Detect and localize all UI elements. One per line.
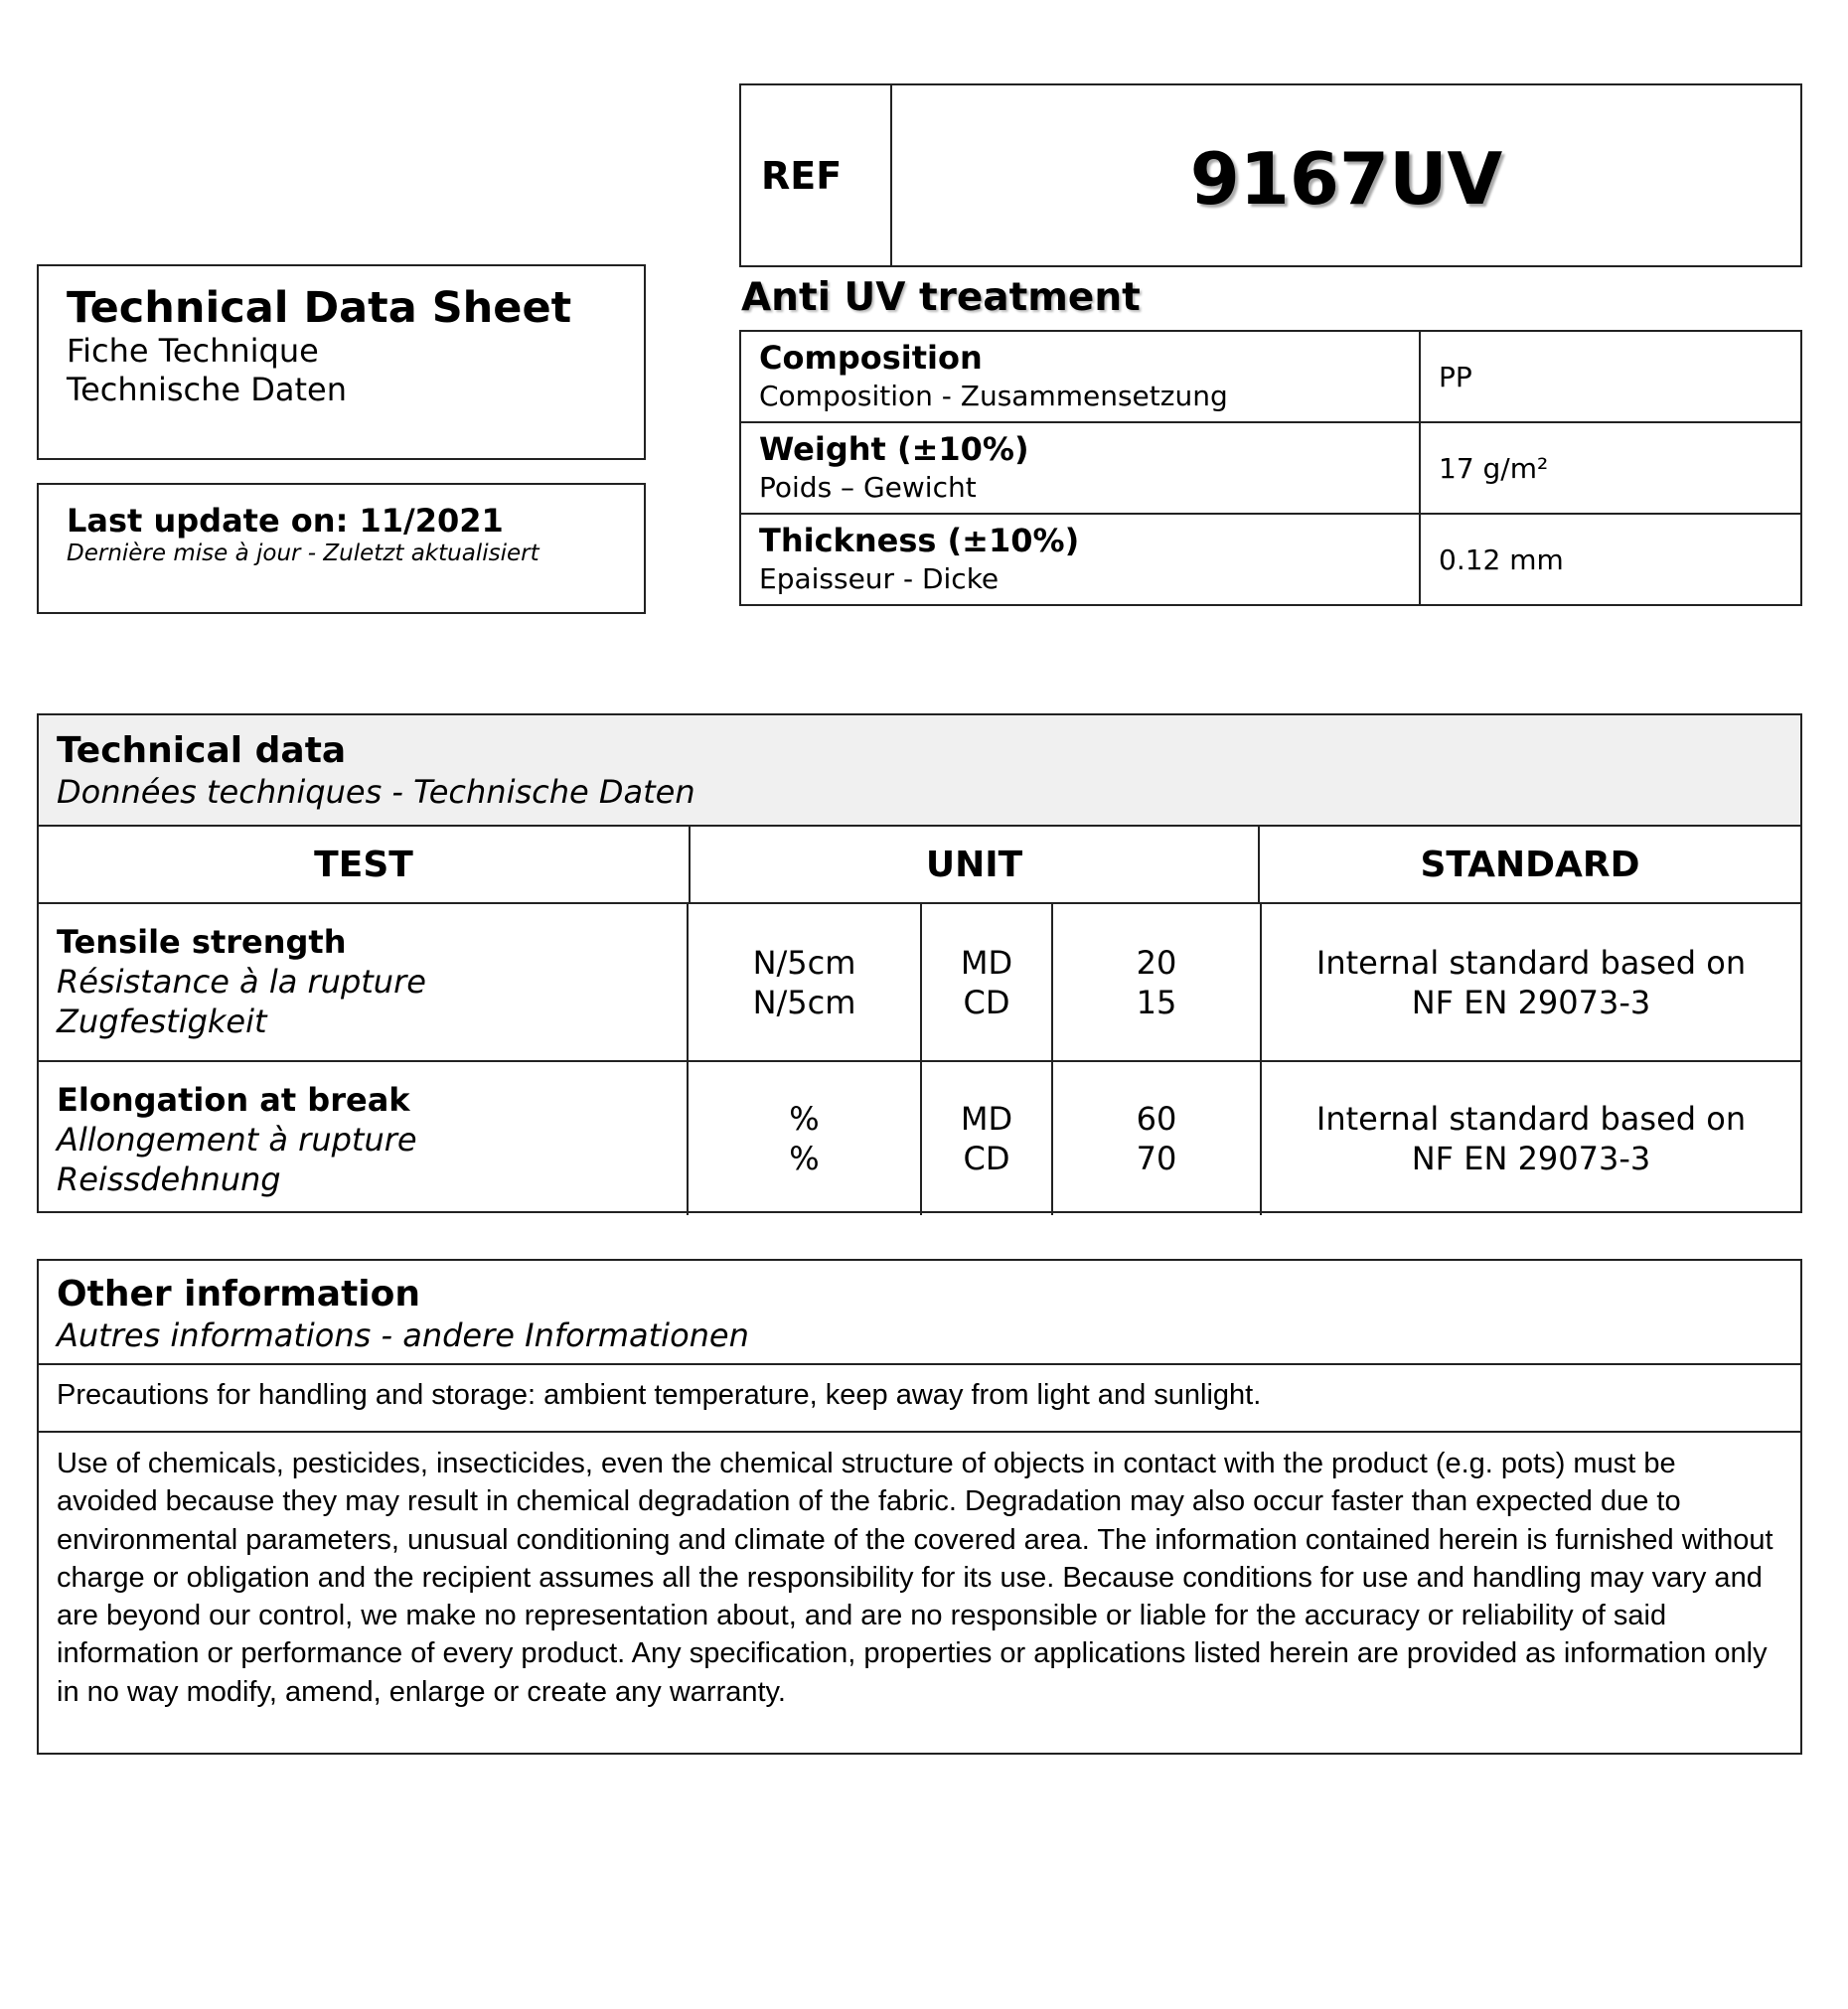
section-title: Other information	[57, 1274, 420, 1314]
property-translation: Composition - Zusammensetzung	[759, 380, 1228, 412]
last-update-box	[37, 483, 646, 614]
standard-line-1: Internal standard based on	[1315, 943, 1747, 982]
column-header-unit: UNIT	[691, 827, 1260, 902]
technical-data-table	[37, 713, 1802, 1213]
ref-label: REF	[741, 85, 892, 265]
standard-cell	[1262, 904, 1800, 1060]
section-title: Technical data	[57, 730, 347, 771]
unit-cell	[689, 904, 922, 1060]
test-name-fr: Résistance à la rupture	[57, 963, 426, 1001]
document-title-de: Technische Daten	[67, 371, 348, 409]
unit-md: N/5cm	[752, 943, 856, 982]
other-information-box	[37, 1259, 1802, 1755]
unit-cd: N/5cm	[752, 983, 856, 1021]
standard-cell	[1262, 1062, 1800, 1215]
document-title: Technical Data Sheet	[67, 283, 572, 333]
value-md: 60	[1136, 1100, 1177, 1138]
standard-line-2: NF EN 29073-3	[1411, 983, 1651, 1021]
ref-box	[739, 83, 1802, 267]
test-name-fr: Allongement à rupture	[57, 1121, 417, 1159]
section-subtitle: Autres informations - andere Informationen	[57, 1316, 749, 1355]
test-name-de: Reissdehnung	[57, 1160, 281, 1198]
direction-cd: CD	[963, 983, 1010, 1021]
property-label-cell	[741, 332, 1421, 421]
column-header-standard: STANDARD	[1420, 844, 1640, 885]
unit-cd: %	[789, 1140, 820, 1177]
technical-data-header	[39, 715, 1800, 827]
direction-cd: CD	[963, 1140, 1010, 1177]
value-cell	[1053, 1062, 1262, 1215]
property-name: Weight (±10%)	[759, 430, 1029, 468]
product-subtitle: Anti UV treatment	[741, 275, 1141, 320]
property-label-cell	[741, 423, 1421, 513]
property-value: PP	[1439, 360, 1472, 393]
property-label-cell	[741, 515, 1421, 604]
direction-cell	[922, 904, 1053, 1060]
test-name: Tensile strength	[57, 923, 347, 961]
column-header-test: TEST	[39, 827, 691, 902]
last-update-translation: Dernière mise à jour - Zuletzt aktualisiert	[67, 540, 539, 566]
last-update: Last update on: 11/2021	[67, 502, 504, 540]
standard-line-1: Internal standard based on	[1315, 1100, 1747, 1138]
table-header-row	[39, 827, 1800, 904]
property-row	[741, 423, 1800, 515]
value-cd: 15	[1136, 983, 1177, 1021]
table-row	[39, 1062, 1800, 1215]
properties-table	[739, 330, 1802, 606]
title-box	[37, 264, 646, 460]
precautions-text: Precautions for handling and storage: ambient temperature, keep away from light and sunlight.	[39, 1365, 1800, 1433]
property-value: 17 g/m²	[1439, 451, 1549, 485]
test-name: Elongation at break	[57, 1081, 410, 1119]
property-name: Composition	[759, 339, 983, 377]
property-translation: Poids – Gewicht	[759, 471, 977, 504]
unit-md: %	[789, 1100, 820, 1138]
test-name-de: Zugfestigkeit	[57, 1003, 267, 1040]
section-subtitle: Données techniques - Technische Daten	[57, 773, 695, 812]
property-value: 0.12 mm	[1439, 542, 1564, 576]
property-translation: Epaisseur - Dicke	[759, 562, 1000, 595]
property-row	[741, 332, 1800, 423]
document-title-fr: Fiche Technique	[67, 332, 319, 371]
direction-md: MD	[960, 943, 1013, 982]
standard-line-2: NF EN 29073-3	[1411, 1140, 1651, 1177]
ref-code: 9167UV	[1189, 136, 1503, 221]
unit-cell	[689, 1062, 922, 1215]
other-information-header	[39, 1261, 1800, 1365]
table-row	[39, 904, 1800, 1062]
property-name: Thickness (±10%)	[759, 522, 1080, 559]
direction-cell	[922, 1062, 1053, 1215]
value-md: 20	[1136, 943, 1177, 982]
test-cell	[39, 904, 689, 1060]
legal-disclaimer: Use of chemicals, pesticides, insecticides, even the chemical structure of objects in contact with the product (e.g. pots) must be avoided because they may result in chemical degradation of the fabric. Degradation may also occur faster than expected due to environmental parameters, unusual conditioning and climate of the covered area. The information contained herein is furnished without charge or obligation and the recipient assumes all the responsibility for its use. Because conditions for use and handling may vary and are beyond our control, we make no representation about, and are no responsible or liable for the accuracy or reliability of said information or performance of every product. Any specification, properties or applications listed herein are provided as information only in no way modify, amend, enlarge or create any warranty.	[57, 1448, 1773, 1708]
value-cd: 70	[1136, 1140, 1177, 1177]
value-cell	[1053, 904, 1262, 1060]
direction-md: MD	[960, 1100, 1013, 1138]
property-row	[741, 515, 1800, 604]
test-cell	[39, 1062, 689, 1215]
